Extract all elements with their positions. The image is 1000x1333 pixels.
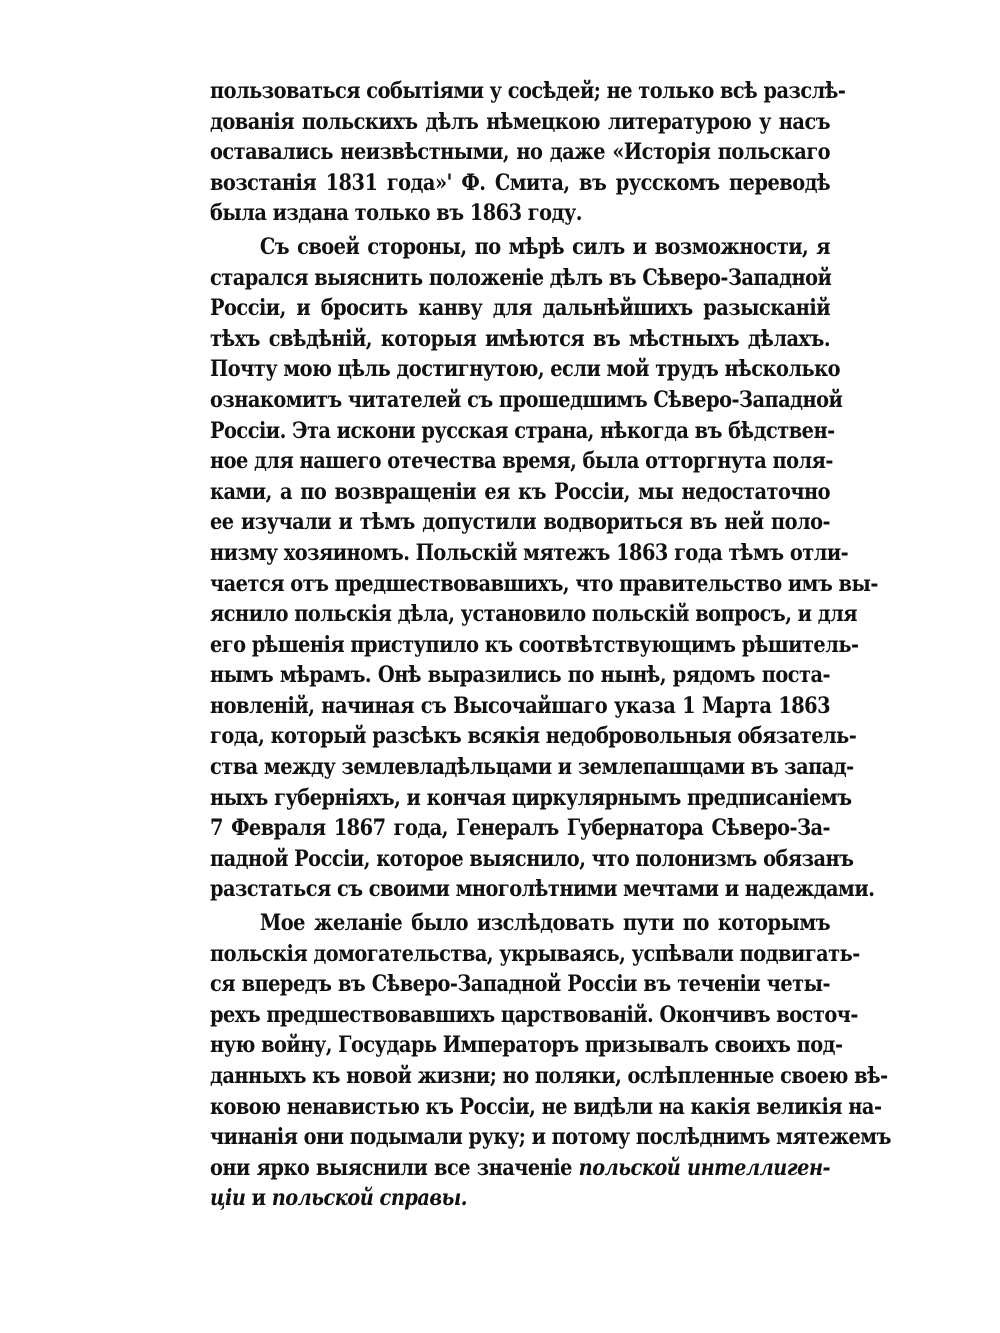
text-line: ками, а по возвращеніи ея къ Россіи, мы недостаточно — [210, 478, 831, 505]
text-line: низму хозяиномъ. Польскій мятежъ 1863 года тѣмъ отли- — [210, 539, 849, 566]
text-line: ознакомитъ читателей съ прошедшимъ Сѣверо-Западной — [210, 386, 843, 413]
text-line: его рѣшенія приступило къ соотвѣтствующимъ рѣшитель- — [210, 631, 859, 658]
italic-text: польской справы. — [271, 1185, 468, 1212]
text-line: Съ своей стороны, по мѣрѣ силъ и возможности, я — [259, 233, 831, 260]
text-line: дованія польскихъ дѣлъ нѣмецкою литературою у насъ — [210, 108, 831, 135]
italic-text: польской интеллиген- — [578, 1154, 831, 1181]
text-line: ное для нашего отечества время, была отторгнута поля- — [210, 448, 833, 475]
plain-text: и — [251, 1185, 266, 1212]
text-line: ее изучали и тѣмъ допустили водвориться въ ней поло- — [210, 509, 831, 536]
text-line: ся впередъ въ Сѣверо-Западной Россіи въ теченіи четы- — [210, 971, 831, 998]
text-line-with-italic — [210, 1183, 830, 1214]
text-line: рехъ предшествовавшихъ царствованій. Окончивъ восточ- — [210, 1001, 858, 1028]
text-line: падной Россіи, которое выяснило, что полонизмъ обязанъ — [210, 845, 854, 872]
text-line: ную войну, Государь Императоръ призывалъ своихъ под- — [210, 1032, 843, 1059]
text-line: старался выяснить положеніе дѣлъ въ Сѣверо-Западной — [210, 264, 832, 291]
text-line: оставались неизвѣстными, но даже «Исторія польскаго — [210, 139, 831, 166]
text-line: Россіи. Эта искони русская страна, нѣкогда въ бѣдствен- — [210, 417, 835, 444]
text-line: яснило польскія дѣла, установило польскій вопросъ, и для — [210, 601, 857, 628]
text-line: чается отъ предшествовавшихъ, что правительство имъ вы- — [210, 570, 878, 597]
text-line: новленій, начиная съ Высочайшаго указа 1 Марта 1863 — [210, 692, 831, 719]
text-line: возстанія 1831 года»' Ф. Смита, въ русскомъ переводѣ — [210, 169, 831, 196]
text-line: Почту мою цѣль достигнутою, если мой трудъ нѣсколько — [210, 356, 840, 383]
paragraph-1 — [210, 76, 846, 229]
italic-text: ціи — [210, 1185, 246, 1212]
text-line: данныхъ къ новой жизни; но поляки, ослѣпленные своею вѣ- — [210, 1063, 888, 1089]
text-line: ства между землевладѣльцами и землепашцами въ запад- — [210, 754, 854, 781]
text-line: Мое желаніе было изслѣдовать пути по которымъ — [259, 910, 831, 937]
text-line: пользоваться событіями у сосѣдей; не только всѣ разслѣ- — [210, 78, 846, 104]
text-line: разстаться съ своими многолѣтними мечтами и надеждами. — [210, 876, 875, 903]
text-line: нымъ мѣрамъ. Онѣ выразились по нынѣ, рядомъ поста- — [210, 662, 831, 689]
plain-text: они ярко выяснили все значеніе — [210, 1154, 572, 1181]
document-page — [210, 76, 891, 1214]
text-line: польскія домогательства, укрываясь, успѣвали подвигать- — [210, 940, 860, 967]
text-line: года, который разсѣкъ всякія недобровольныя обязатель- — [210, 723, 857, 750]
text-line: ковою ненавистью къ Россіи, не видѣли на какія великія на- — [210, 1093, 882, 1120]
text-line: ныхъ губерніяхъ, и кончая циркулярнымъ предписаніемъ — [210, 784, 852, 811]
text-line-with-italic — [210, 1153, 830, 1184]
text-line: была издана только въ 1863 году. — [210, 200, 582, 227]
paragraph-2 — [210, 232, 878, 905]
text-line: чинанія они подымали руку; и потому послѣднимъ мятежемъ — [210, 1124, 891, 1151]
paragraph-3 — [210, 908, 891, 1214]
text-line: тѣхъ свѣдѣній, которыя имѣются въ мѣстныхъ дѣлахъ. — [210, 325, 831, 352]
text-line: 7 Февраля 1867 года, Генералъ Губернатора Сѣверо-За- — [210, 815, 831, 842]
text-line: Россіи, и бросить канву для дальнѣйшихъ разысканій — [210, 295, 831, 322]
